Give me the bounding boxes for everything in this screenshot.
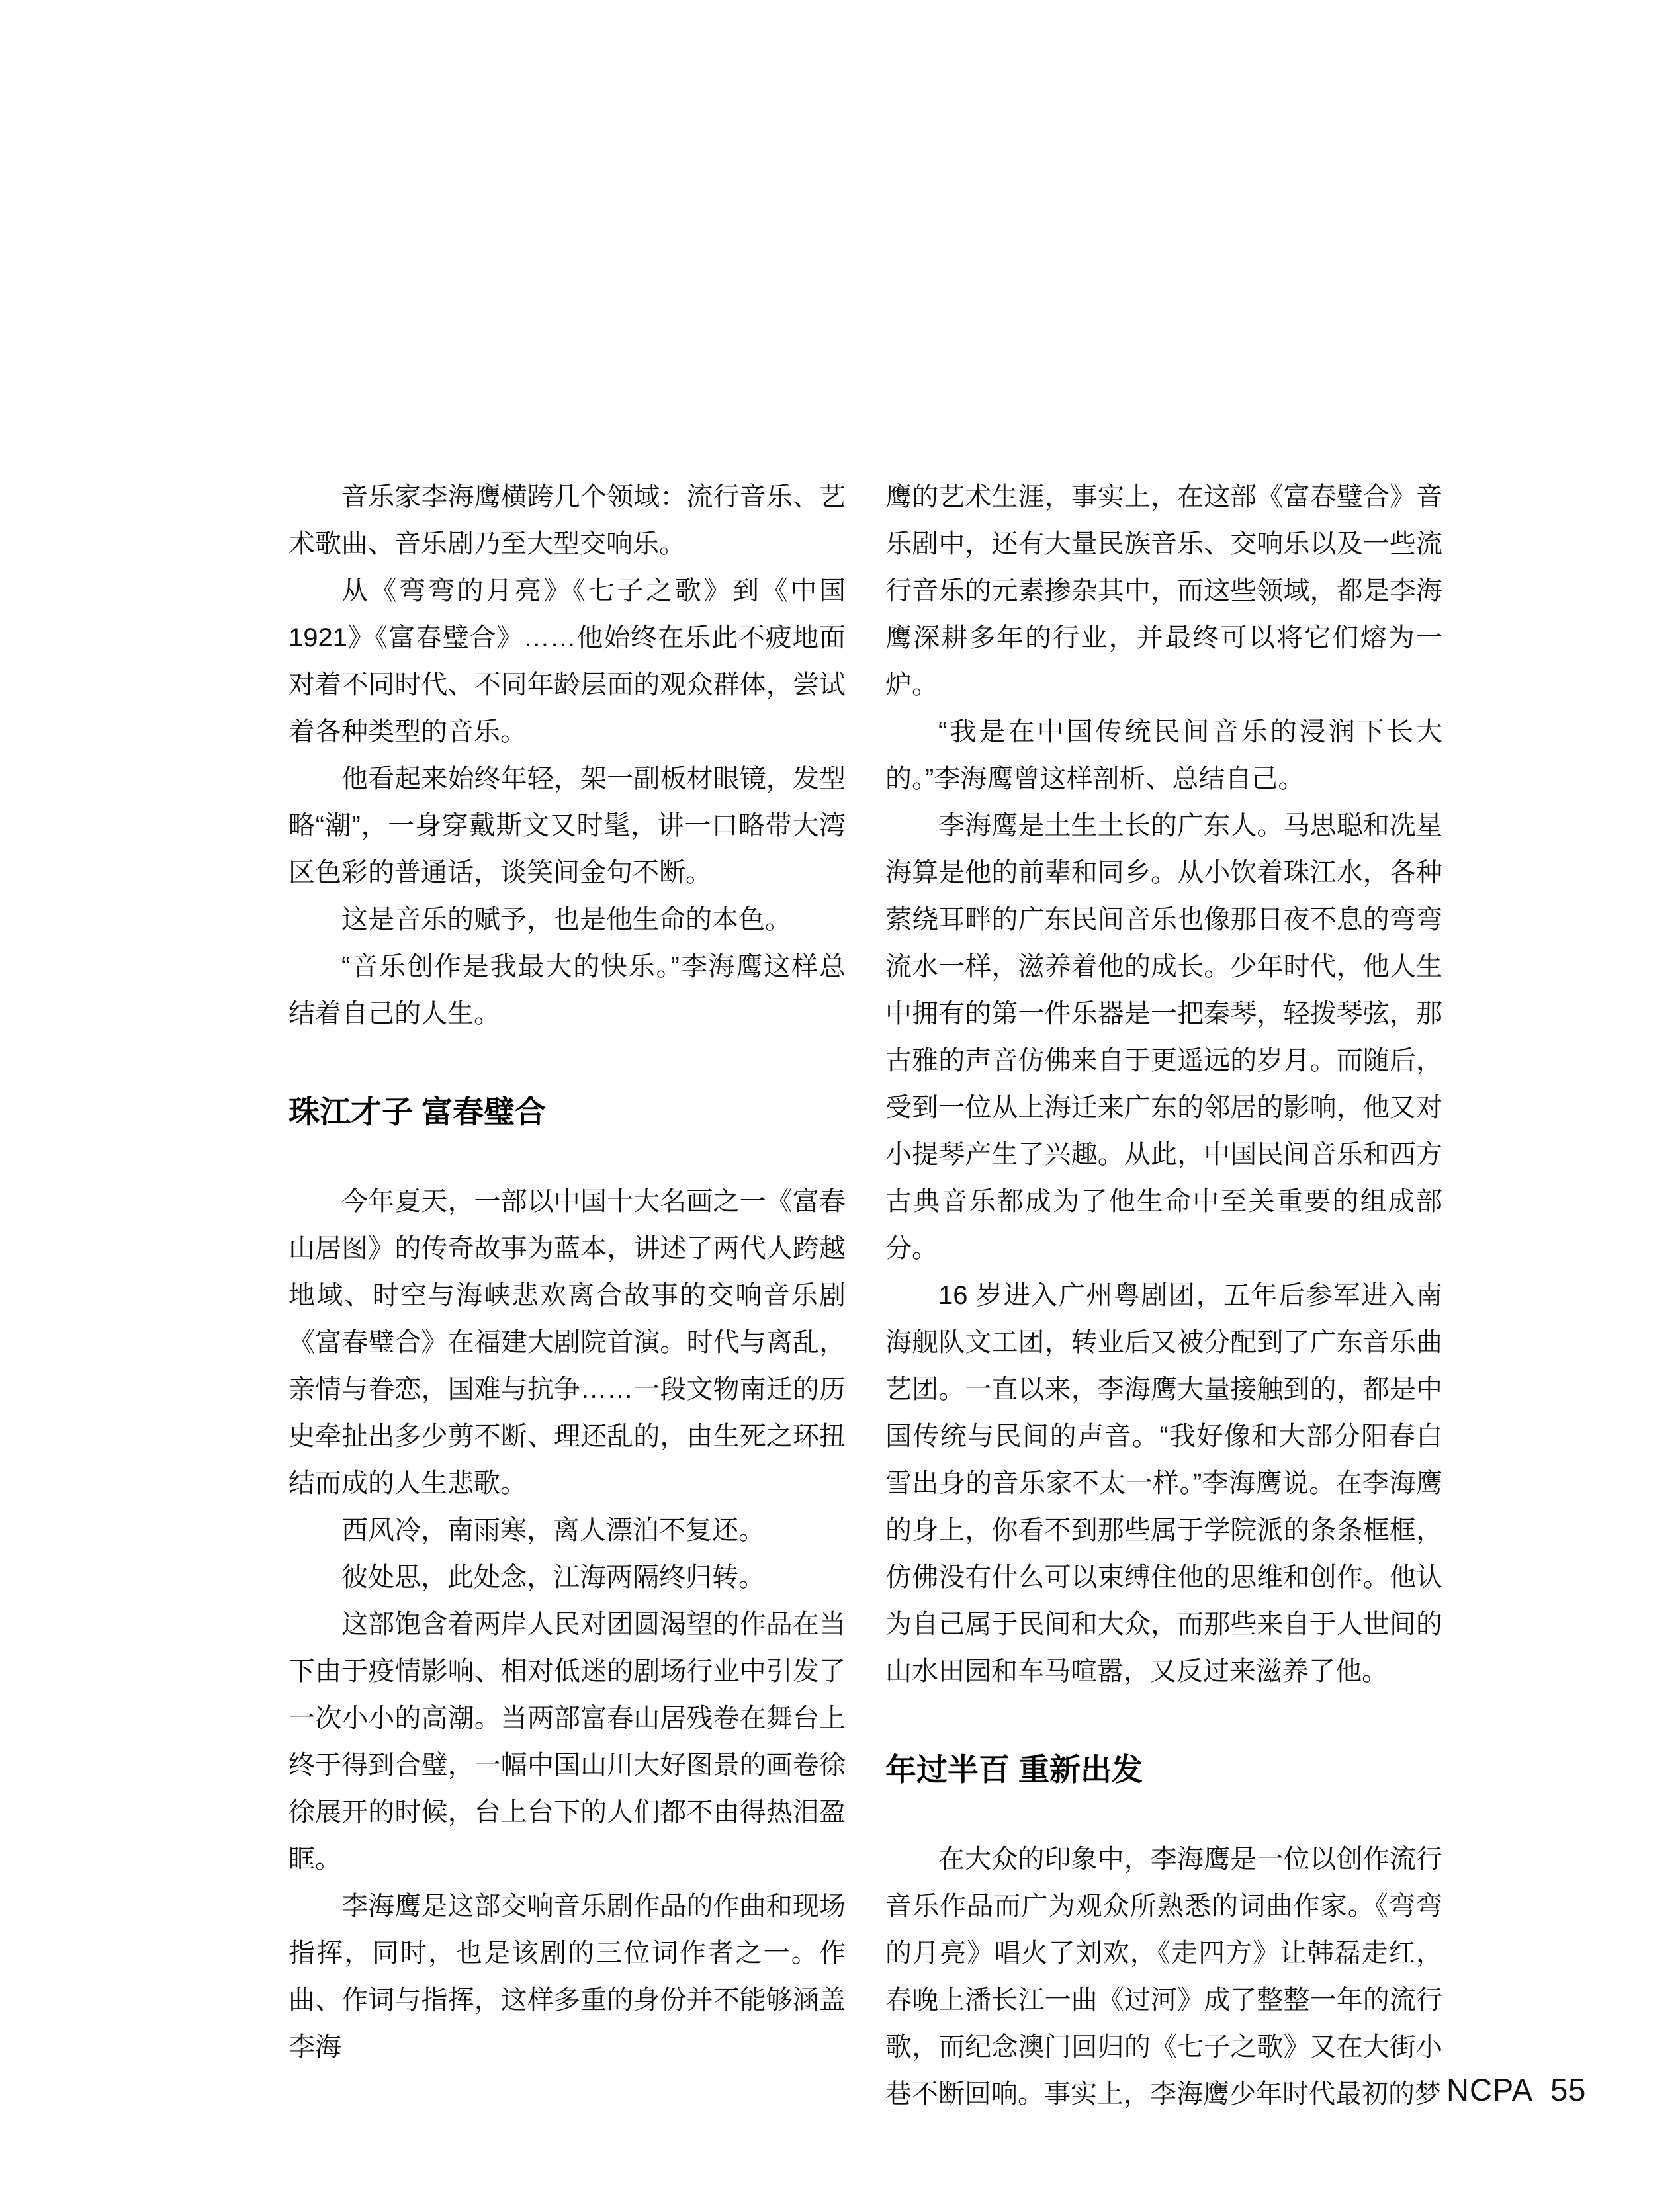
section-heading-pearl-river: 珠江才子 富春璧合	[288, 1094, 547, 1129]
body-paragraph: 李海鹰是土生土长的广东人。马思聪和冼星海算是他的前辈和同乡。从小饮着珠江水，各种萦绕耳畔的广东民间音乐也像那日夜不息的弯弯流水一样，滋养着他的成长。少年时代，他人生中拥有的第一件乐器是一把秦琴，轻拨琴弦，那古雅的声音仿佛来自于更遥远的岁月。而随后，受到一位从上海迁来广东的邻居的影响，他又对小提琴产生了兴趣。从此，中国民间音乐和西方古典音乐都成为了他生命中至关重要的组成部分。	[885, 811, 1442, 1263]
body-paragraph: “我是在中国传统民间音乐的浸润下长大的。”李海鹰曾这样剖析、总结自己。	[885, 717, 1442, 793]
article-left-column	[288, 474, 846, 2071]
journal-name: NCPA	[1446, 2072, 1534, 2107]
body-paragraph: 今年夏天，一部以中国十大名画之一《富春山居图》的传奇故事为蓝本，讲述了两代人跨越地域、时空与海峡悲欢离合故事的交响音乐剧《富春璧合》在福建大剧院首演。时代与离乱，亲情与眷恋，国难与抗争……一段文物南迁的历史牵扯出多少剪不断、理还乱的，由生死之环扭结而成的人生悲歌。	[288, 1187, 846, 1498]
body-paragraph: 音乐家李海鹰横跨几个领域：流行音乐、艺术歌曲、音乐剧乃至大型交响乐。	[288, 482, 846, 558]
body-paragraph: 李海鹰是这部交响音乐剧作品的作曲和现场指挥，同时，也是该剧的三位词作者之一。作曲、作词与指挥，这样多重的身份并不能够涵盖李海	[288, 1892, 846, 2062]
body-paragraph: 这是音乐的赋予，也是他生命的本色。	[341, 905, 791, 934]
body-paragraph: 他看起来始终年轻，架一副板材眼镜，发型略“潮”，一身穿戴斯文又时髦，讲一口略带大湾区色彩的普通话，谈笑间金句不断。	[288, 764, 846, 887]
poem-line: 彼处思，此处念，江海两隔终归转。	[341, 1563, 765, 1592]
section-heading-restart: 年过半百 重新出发	[885, 1752, 1143, 1787]
page-number: 55	[1550, 2072, 1587, 2107]
body-paragraph: 16 岁进入广州粤剧团，五年后参军进入南海舰队文工团，转业后又被分配到了广东音乐曲艺团。一直以来，李海鹰大量接触到的，都是中国传统与民间的声音。“我好像和大部分阳春白雪出身的音乐家不太一样。”李海鹰说。在李海鹰的身上，你看不到那些属于学院派的条条框框，仿佛没有什么可以束缚住他的思维和创作。他认为自己属于民间和大众，而那些来自于人世间的山水田园和车马喧嚣，又反过来滋养了他。	[885, 1281, 1442, 1686]
poem-line: 西风冷，南雨寒，离人漂泊不复还。	[341, 1516, 765, 1545]
body-paragraph: 在大众的印象中，李海鹰是一位以创作流行音乐作品而广为观众所熟悉的词曲作家。《弯弯的月亮》唱火了刘欢，《走四方》让韩磊走红，春晚上潘长江一曲《过河》成了整整一年的流行歌，而纪念澳门回归的《七子之歌》又在大街小巷不断回响。事实上，李海鹰少年时代最初的梦	[885, 1845, 1442, 2109]
article-right-column	[885, 474, 1442, 2118]
body-paragraph: 从《弯弯的月亮》《七子之歌》到《中国1921》《富春璧合》……他始终在乐此不疲地面对着不同时代、不同年龄层面的观众群体，尝试着各种类型的音乐。	[288, 576, 846, 746]
body-paragraph-continuation: 鹰的艺术生涯，事实上，在这部《富春璧合》音乐剧中，还有大量民族音乐、交响乐以及一些流行音乐的元素掺杂其中，而这些领域，都是李海鹰深耕多年的行业，并最终可以将它们熔为一炉。	[885, 482, 1442, 699]
body-paragraph: 这部饱含着两岸人民对团圆渴望的作品在当下由于疫情影响、相对低迷的剧场行业中引发了一次小小的高潮。当两部富春山居残卷在舞台上终于得到合璧，一幅中国山川大好图景的画卷徐徐展开的时候，台上台下的人们都不由得热泪盈眶。	[288, 1610, 846, 1874]
body-paragraph: “音乐创作是我最大的快乐。”李海鹰这样总结着自己的人生。	[288, 952, 846, 1028]
page-footer	[1446, 2073, 1586, 2107]
